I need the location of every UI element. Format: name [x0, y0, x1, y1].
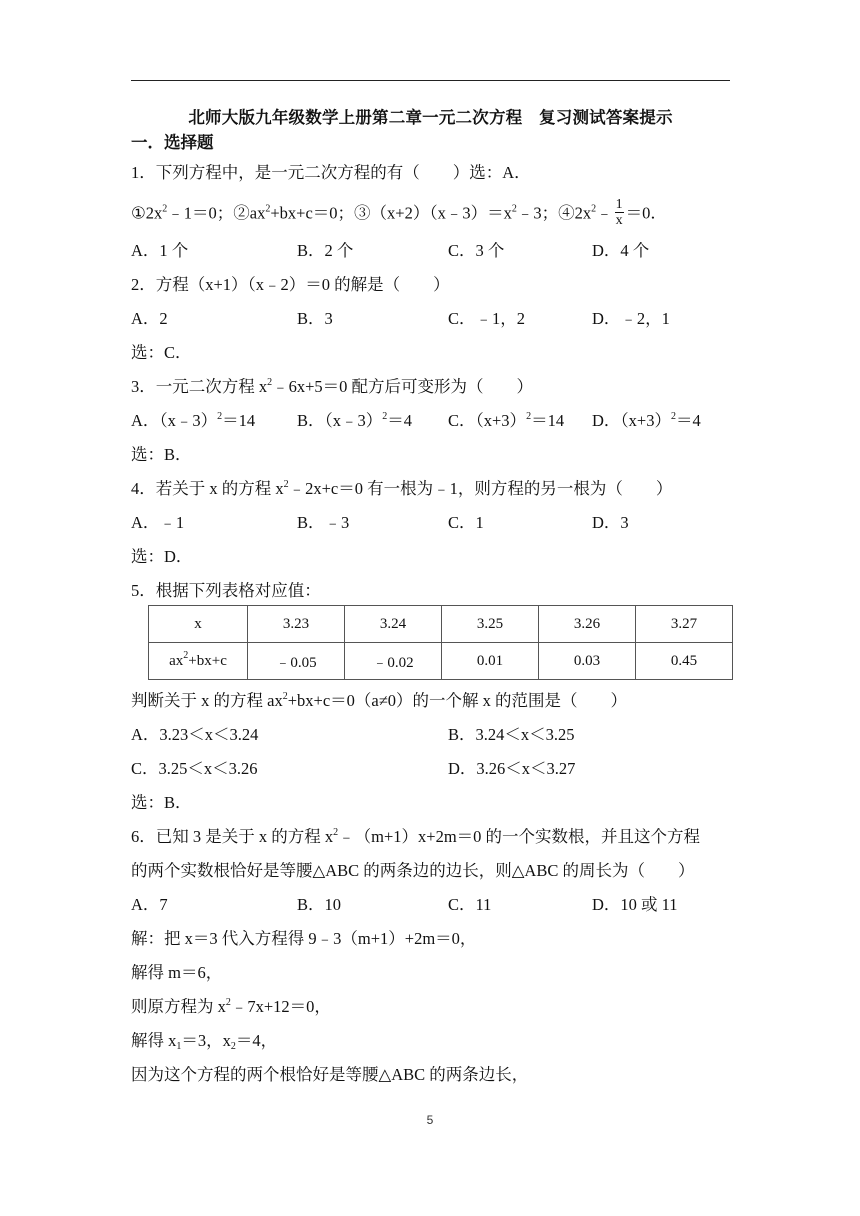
q4-option-c: C．1 [448, 513, 484, 532]
q6-solution-line2: 解得 m＝6， [131, 963, 223, 982]
q6-option-c: C．11 [448, 895, 492, 914]
q2-option-b: B．3 [297, 309, 333, 328]
q2-option-d: D．﹣2，1 [592, 309, 670, 328]
table-cell: 3.24 [345, 606, 442, 643]
table-cell: 3.25 [442, 606, 539, 643]
q2-stem: 2．方程（x+1）（x﹣2）＝0 的解是（ ） [131, 275, 450, 294]
value-table [148, 605, 733, 680]
q3-option-a: A．（x﹣3）$^2$＝14 [131, 411, 256, 430]
q3-stem: 3．一元二次方程 $x^2﹣6x+5=0$ 配方后可变形为（ ） [131, 377, 534, 396]
table-cell: 3.27 [636, 606, 733, 643]
q2-option-c: C．﹣1，2 [448, 309, 526, 328]
table-cell: $ax^2+bx+c$ [149, 643, 248, 680]
header-rule [131, 80, 730, 81]
page-title: 北师大版九年级数学上册第二章一元二次方程 复习测试答案提示 [188, 108, 673, 127]
q2-option-a: A．2 [131, 309, 168, 328]
q4-answer: 选：D． [131, 547, 193, 566]
table-row [149, 606, 733, 643]
table-cell: ﹣0.05 [248, 643, 345, 680]
q6-option-a: A．7 [131, 895, 168, 914]
table-cell: 3.26 [539, 606, 636, 643]
q5-option-b: B．3.24＜x＜3.25 [448, 725, 575, 744]
q1-stem: 1．下列方程中，是一元二次方程的有（ ）选：A． [131, 163, 531, 182]
q6-solution-line3: 则原方程为 $x^2﹣7x+12=0$， [131, 997, 331, 1016]
q6-solution-line1: 解：把 x＝3 代入方程得 9﹣3（m+1）+2m＝0， [131, 929, 477, 948]
q6-stem-line2: 的两个实数根恰好是等腰△ABC 的两条边的边长，则△ABC 的周长为（ ） [131, 861, 695, 880]
q4-option-d: D．3 [592, 513, 629, 532]
section-heading: 一．选择题 [131, 133, 214, 152]
q3-option-d: D．$(x+3)^2=4$ [592, 411, 701, 430]
q5-option-d: D．3.26＜x＜3.27 [448, 759, 576, 778]
q5-option-c: C．3.25＜x＜3.26 [131, 759, 258, 778]
page-number: 5 [426, 1113, 434, 1127]
fraction-1-over-x: $\frac{1}{x}$ [615, 197, 623, 228]
table-cell: 0.45 [636, 643, 733, 680]
q1-option-c: C．3 个 [448, 241, 505, 260]
q6-option-b: B．10 [297, 895, 342, 914]
q1-option-a: A．1 个 [131, 241, 189, 260]
q5-judge: 判断关于 x 的方程 $ax^2+bx+c=0(a\ne 0)$的一个解 x 的范围是（ ） [131, 691, 628, 710]
q1-equations: $①2x^2﹣1=0$；$②ax^2+bx+c=0$；$③(x+2)(x﹣3)=x^2﹣3$；$④2x^2﹣$ $\frac{1}{x}$ ＝0． [131, 197, 667, 228]
q6-solution-line4: 解得 $x_1=3$，$x_2=4$， [131, 1031, 278, 1052]
q5-answer: 选：B． [131, 793, 192, 812]
q2-answer: 选：C． [131, 343, 192, 362]
table-row [149, 643, 733, 680]
q5-stem: 5．根据下列表格对应值： [131, 581, 321, 600]
q3-option-c: C．$(x+3)^2=14$ [448, 411, 565, 430]
table-cell: 3.23 [248, 606, 345, 643]
q6-stem-line1: 6．已知 3 是关于 x 的方程 $x^2﹣(m+1)x+2m=0$ 的一个实数根，并且这个方程 [131, 827, 701, 846]
q3-option-b: B．（x﹣3）$^2$＝4 [297, 411, 413, 430]
q6-solution-line5: 因为这个方程的两个根恰好是等腰△ABC 的两条边长， [131, 1065, 529, 1084]
table-cell: ﹣0.02 [345, 643, 442, 680]
q5-option-a: A．3.23＜x＜3.24 [131, 725, 259, 744]
table-cell: 0.01 [442, 643, 539, 680]
q3-answer: 选：B． [131, 445, 192, 464]
q1-option-b: B．2 个 [297, 241, 354, 260]
q1-option-d: D．4 个 [592, 241, 650, 260]
q6-option-d: D．10 或 11 [592, 895, 678, 914]
q4-option-a: A．﹣1 [131, 513, 185, 532]
table-cell: x [149, 606, 248, 643]
q4-stem: 4．若关于 x 的方程 $x^2﹣2x+c=0$ 有一根为﹣1，则方程的另一根为（ ） [131, 479, 673, 498]
table-cell: 0.03 [539, 643, 636, 680]
q4-option-b: B．﹣3 [297, 513, 350, 532]
